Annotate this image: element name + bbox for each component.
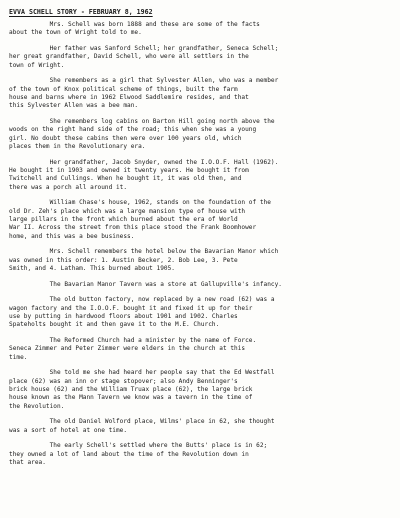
paragraph-9: The old button factory, now replaced by a new road (62) was a wagon factory and the I.O.O.F. bought it and fixed it up for their use by putting in hardwood floors about 1901 and 1902. Charles Spateholts bought it and then gave it to the M.E. Church. [9, 296, 275, 329]
paragraph-3: She remembers as a girl that Sylvester Allen, who was a member of the town of Knox political scheme of things, built the farm house and barns where in 1962 Elwood Saddlemire resides, and that this Sylvester Allen was a bee man. [9, 77, 279, 110]
paragraph-10: The Reformed Church had a minister by the name of Force. Seneca Zimmer and Peter Zimmer were elders in the church at this time. [9, 336, 257, 361]
paragraph-13: The early Schell's settled where the Butts' place is in 62; they owned a lot of land about the time of the Revolution down in that area. [9, 442, 268, 466]
paragraph-7: Mrs. Schell remembers the hotel below the Bavarian Manor which was owned in this order: 1. Austin Becker, 2. Bob Lee, 3. Pete Smith, and 4. Latham. This burned about 1905. [9, 248, 279, 273]
paragraph-5: Her grandfather, Jacob Snyder, owned the I.O.O.F. Hall (1962). He bought it in 1903 and owned it twenty years. He bought it from Twitchell and Cullings. When he bought it, it was old then, and there was a porch all around it. [9, 158, 279, 191]
paragraph-1: Mrs. Schell was born 1888 and these are some of the facts about the town of Wright told to me. [9, 21, 260, 37]
paragraph-6: William Chase's house, 1962, stands on the foundation of the old Dr. Zeh's place which was a large mansion type of house with large pillars in the front which burned about the era of World War II. Across the street from this place stood the Frank Boomhower home, and this was a bee business. [9, 199, 271, 240]
paragraph-2: Her father was Sanford Schell; her grandfather, Seneca Schell; her great grandfather, David Schell, who were all settlers in the town of Wright. [9, 44, 279, 69]
paragraph-8: The Bavarian Manor Tavern was a store at Gallupville's infancy. [9, 280, 282, 288]
document-title: EVVA SCHELL STORY - FEBRUARY 8, 1962 [9, 8, 153, 16]
paragraph-11: She told me she had heard her people say that the Ed Westfall place (62) was an inn or stage stopover; also Andy Benninger's brick house (62) and the William Truax place (62), the large brick house known as the Mann Tavern we know was a tavern in the time of the Revolution. [9, 369, 275, 410]
paragraph-12: The old Daniel Wolford place, Wilms' place in 62, she thought was a sort of hotel at one time. [9, 418, 275, 434]
paragraph-4: She remembers log cabins on Barton Hill going north above the woods on the right hand side of the road; this when she was a young girl. No doubt these cabins then were over 100 years old, which places them in the Revolutionary era. [9, 117, 275, 151]
